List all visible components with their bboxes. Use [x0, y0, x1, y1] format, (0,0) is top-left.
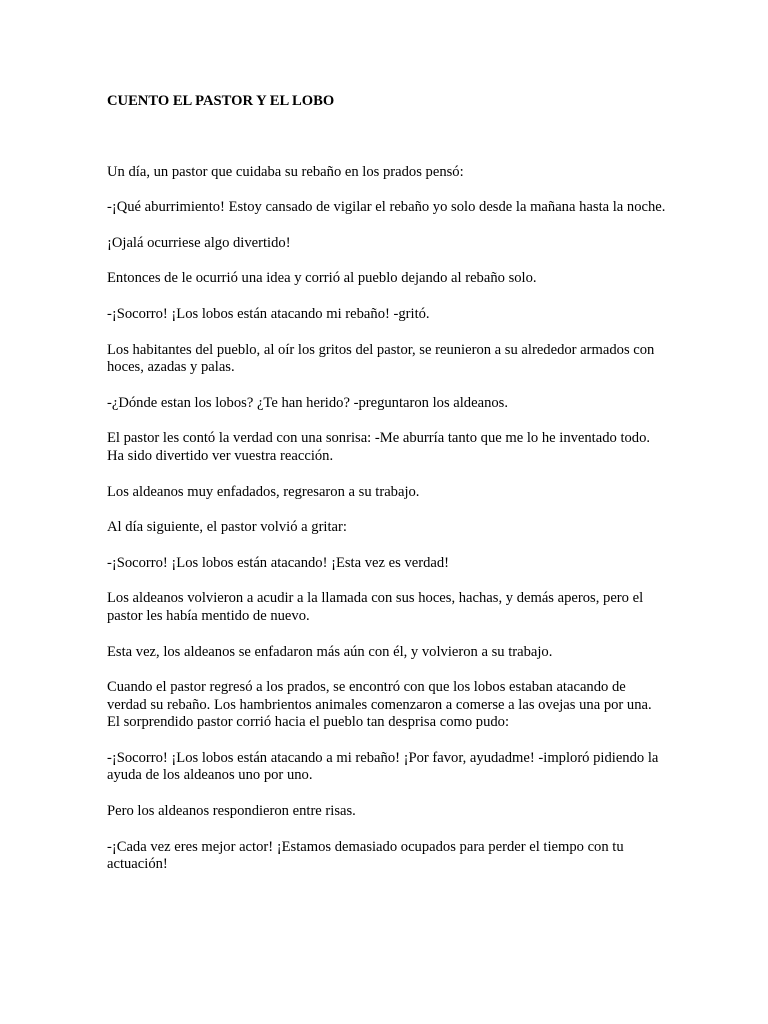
paragraph: -¡Cada vez eres mejor actor! ¡Estamos demasiado ocupados para perder el tiempo con tu actuación!: [107, 838, 624, 873]
paragraph: -¡Socorro! ¡Los lobos están atacando mi rebaño! -gritó.: [107, 305, 430, 322]
paragraph: -¡Socorro! ¡Los lobos están atacando a mi rebaño! ¡Por favor, ayudadme! -imploró pidiendo la ayuda de los aldeanos uno por uno.: [107, 749, 659, 784]
paragraph: Los habitantes del pueblo, al oír los gritos del pastor, se reunieron a su alrededor armados con hoces, azadas y palas.: [107, 341, 655, 376]
paragraph: -¡Qué aburrimiento! Estoy cansado de vigilar el rebaño yo solo desde la mañana hasta la noche.: [107, 199, 666, 216]
paragraph: Los aldeanos volvieron a acudir a la llamada con sus hoces, hachas, y demás aperos, pero el pastor les había mentido de nuevo.: [107, 590, 644, 624]
paragraph: Los aldeanos muy enfadados, regresaron a su trabajo.: [107, 483, 420, 500]
paragraph: Un día, un pastor que cuidaba su rebaño en los prados pensó:: [107, 163, 464, 180]
paragraph: -¡Socorro! ¡Los lobos están atacando! ¡Esta vez es verdad!: [107, 554, 450, 571]
paragraph: ¡Ojalá ocurriese algo divertido!: [107, 234, 291, 251]
document-body: [107, 93, 667, 874]
paragraph: -¿Dónde estan los lobos? ¿Te han herido? -preguntaron los aldeanos.: [107, 394, 508, 411]
paragraph: Pero los aldeanos respondieron entre risas.: [107, 803, 356, 820]
paragraph: Esta vez, los aldeanos se enfadaron más aún con él, y volvieron a su trabajo.: [107, 643, 553, 660]
paragraph: El pastor les contó la verdad con una sonrisa: -Me aburría tanto que me lo he inventado todo. Ha sido divertido ver vuestra reacción.: [107, 430, 651, 464]
document-title: CUENTO EL PASTOR Y EL LOBO: [107, 93, 335, 109]
paragraph: Al día siguiente, el pastor volvió a gritar:: [107, 519, 347, 536]
paragraph: Entonces de le ocurrió una idea y corrió al pueblo dejando al rebaño solo.: [107, 270, 537, 287]
paragraph: Cuando el pastor regresó a los prados, se encontró con que los lobos estaban atacando de verdad su rebaño. Los hambrientos animales comenzaron a comerse a las ovejas una por una. El sorprendido pastor corrió hacia el pueblo tan desprisa como pudo:: [107, 679, 652, 731]
